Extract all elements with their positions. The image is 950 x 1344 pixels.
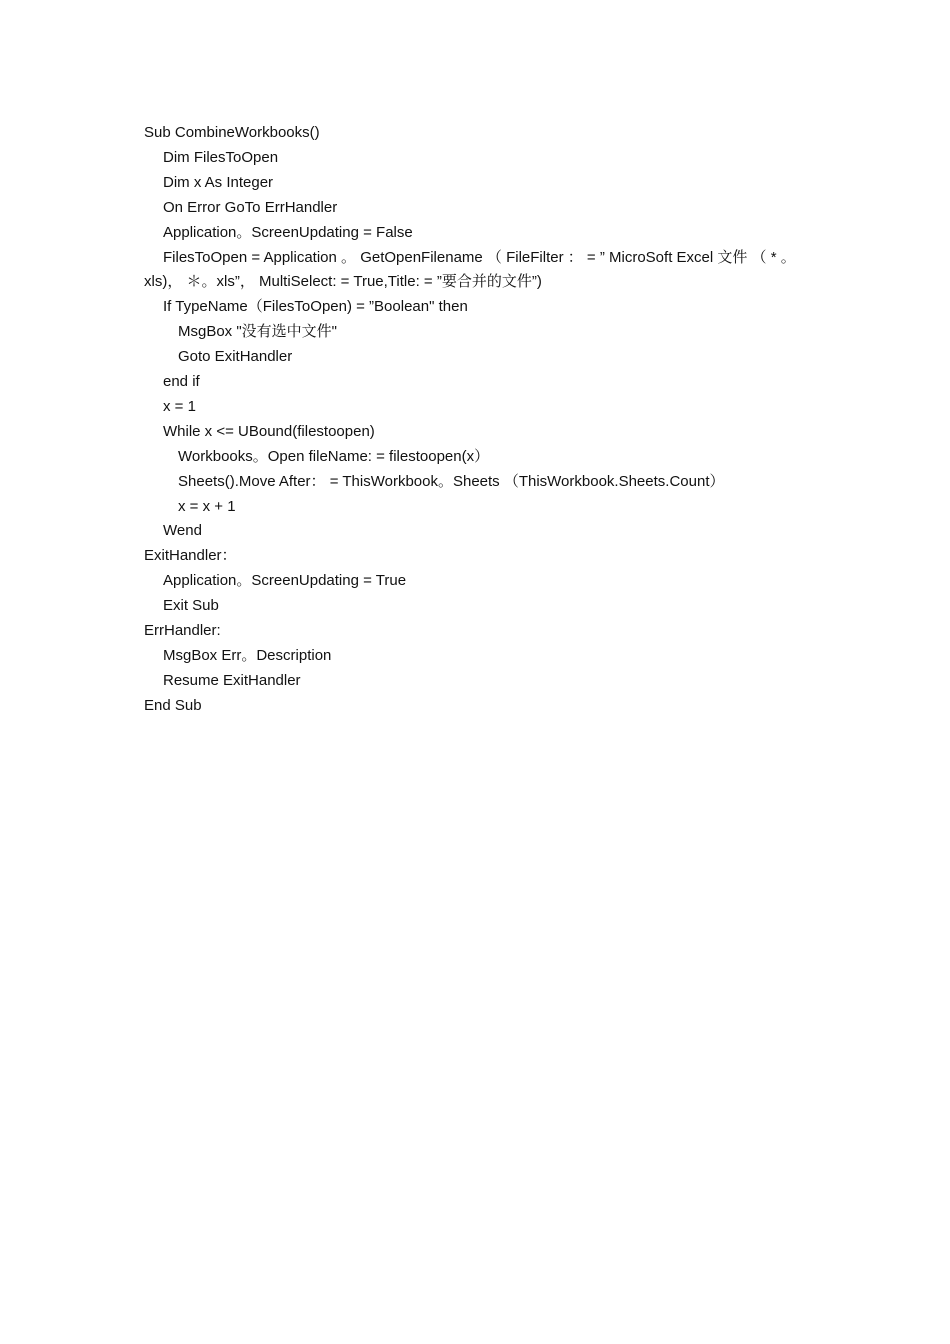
code-line: FilesToOpen = Application 。 GetOpenFilename （ FileFilter ： = ” MicroSoft Excel 文件 （ * 。 xyxy=(163,249,796,266)
code-line: Wend xyxy=(163,522,202,539)
code-line: Workbooks。Open fileName: = filestoopen(x） xyxy=(178,448,490,465)
code-line: Exit Sub xyxy=(163,597,219,614)
code-line: Application。ScreenUpdating = True xyxy=(163,572,407,589)
code-line: On Error GoTo ErrHandler xyxy=(163,199,338,216)
code-line: End Sub xyxy=(144,697,202,714)
code-line: Dim x As Integer xyxy=(163,174,274,191)
code-line: ExitHandler： xyxy=(144,547,237,564)
code-line: xls)， ＊。xls”， MultiSelect: = True,Title: = ”要合并的文件”) xyxy=(144,273,542,290)
code-line: MsgBox Err。Description xyxy=(163,647,332,664)
code-line: end if xyxy=(163,373,200,390)
code-line: MsgBox "没有选中文件" xyxy=(178,323,338,340)
code-line: While x <= UBound(filestoopen) xyxy=(163,423,375,440)
code-line: Application。ScreenUpdating = False xyxy=(163,224,413,241)
code-line: Sub CombineWorkbooks() xyxy=(144,124,320,141)
code-line: Goto ExitHandler xyxy=(178,348,293,365)
code-line: ErrHandler: xyxy=(144,622,221,639)
code-line: Dim FilesToOpen xyxy=(163,149,279,166)
code-line: Resume ExitHandler xyxy=(163,672,301,689)
code-line: x = 1 xyxy=(163,398,196,415)
code-line: If TypeName（FilesToOpen) = ”Boolean" then xyxy=(163,298,468,315)
code-line: x = x + 1 xyxy=(178,498,236,515)
code-line: Sheets().Move After： = ThisWorkbook。Sheets （ThisWorkbook.Sheets.Count） xyxy=(178,473,725,490)
